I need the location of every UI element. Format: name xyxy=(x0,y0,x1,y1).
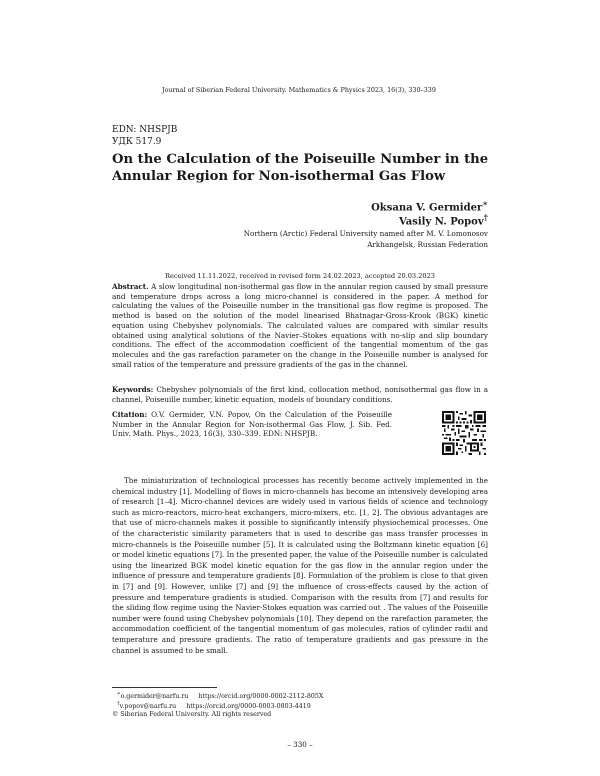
footnote-1-email[interactable]: o.germider@narfu.ru xyxy=(120,693,189,701)
udk-identifier: УДК 517.9 xyxy=(112,137,162,147)
copyright-notice: © Siberian Federal University. All rights reserved xyxy=(112,711,272,718)
footnote-1-mark: ∗ xyxy=(117,691,121,697)
affiliation-line-2: Arkhangelsk, Russian Federation xyxy=(367,240,488,249)
keywords-label: Keywords: xyxy=(112,385,154,394)
page-number: – 330 – xyxy=(287,740,313,749)
author-1-name: Oksana V. Germider xyxy=(371,202,483,214)
received-dates: Received 11.11.2022, received in revised form 24.02.2023, accepted 20.03.2023 xyxy=(164,272,436,280)
edn-identifier: EDN: NHSPJB xyxy=(112,125,178,135)
footnote-1 xyxy=(117,691,323,700)
citation xyxy=(112,410,392,439)
footnote-1-orcid[interactable]: https://orcid.org/0000-0002-2112-805X xyxy=(198,693,324,701)
author-2-name: Vasily N. Popov xyxy=(398,216,484,228)
qr-code[interactable] xyxy=(442,411,486,455)
author-2 xyxy=(399,212,488,227)
paper-title: On the Calculation of the Poiseuille Number in the Annular Region for Non-isothermal Gas Flow xyxy=(112,152,489,184)
affiliation-line-1: Northern (Arctic) Federal University named after M. V. Lomonosov xyxy=(243,229,488,238)
footnote-2-orcid[interactable]: https://orcid.org/0000-0003-0803-4419 xyxy=(186,703,311,711)
keywords-text: Chebyshev polynomials of the first kind, collocation method, nonisothermal gas flow in a channel, Poiseuille number, kinetic equation, models of boundary conditions. xyxy=(112,385,488,404)
footnote-2 xyxy=(117,701,311,710)
journal-header: Journal of Siberian Federal University. Mathematics & Physics 2023, 16(3), 330–339 xyxy=(162,86,436,94)
citation-text: O.V. Germider, V.N. Popov, On the Calculation of the Poiseuille Number in the Annular Region for Non-isothermal Gas Flow, J. Sib. Fed. Univ. Math. Phys., 2023, 16(3), 330–339. EDN: NHSPJB. xyxy=(112,410,392,439)
footnote-2-email[interactable]: v.popov@narfu.ru xyxy=(119,703,177,711)
introduction-paragraph: The miniaturization of technological processes has recently become actively implemented in the chemical industry [1]. Modelling of flows in micro-channels has become an intensively developing area of research [1–4]. Micro-channel devices are widely used in various fields of science and technology such as micro-reactors, micro-heat exchangers, micro-mixers, etc. [1, 2]. The obvious advantages are that use of micro-channels makes it possible to significantly intensify physiochemical processes. One of the characteristic similarity parameters that is used to describe gas mass transfer processes in micro-channels is the Poiseuille number [5]. It is calculated using the Boltzmann kinetic equation [6] or model kinetic equations [7]. In the presented paper, the value of the Poiseuille number is calculated using the linearized BGK model kinetic equation for the gas flow in the annular region under the influence of pressure and temperature gradients [8]. Formulation of the problem is close to that given in [7] and [9]. However, unlike [7] and [9] the influence of cross-effects caused by the action of pressure and temperature gradients is studied. Comparison with the results from [7] and results for the sliding flow regime using the Navier-Stokes equation was carried out . The values of the Poiseuille number were found using Chebyshev polynomials [10]. They depend on the rarefaction parameter, the accommodation coefficient of the tangential momentum of gas molecules, ratios of cylinder radii and temperature and pressure gradients. The ratio of temperature gradients and gas pressure in the channel is assumed to be small. xyxy=(112,476,488,655)
abstract-text: A slow longitudinal non-isothermal gas flow in the annular region caused by small pressure and temperature drops across a long micro-channel is considered in the paper. A method for calculating the values of the Poiseuille number in the transitional gas flow regime is proposed. The method is based on the solution of the model linearised Bhatnagar-Gross-Krook (BGK) kinetic equation using Chebyshev polynomials. The calculated values are compared with similar results obtained using analytical solutions of the Navier–Stokes equations with no-slip and slip boundary conditions. The effect of the accommodation coefficient of the tangential momentum of the gas molecules and the gas rarefaction parameter on the change in the Poiseuille number is analysed for small ratios of the temperature and pressure gradients of the gas in the channel. xyxy=(112,282,488,369)
abstract xyxy=(112,282,488,369)
citation-label: Citation: xyxy=(112,410,148,419)
author-2-mark: † xyxy=(483,212,488,222)
footnote-divider xyxy=(112,687,217,688)
keywords xyxy=(112,385,488,404)
footnote-2-mark: † xyxy=(117,701,120,707)
author-1-mark: ∗ xyxy=(482,198,488,208)
abstract-label: Abstract. xyxy=(112,282,149,291)
